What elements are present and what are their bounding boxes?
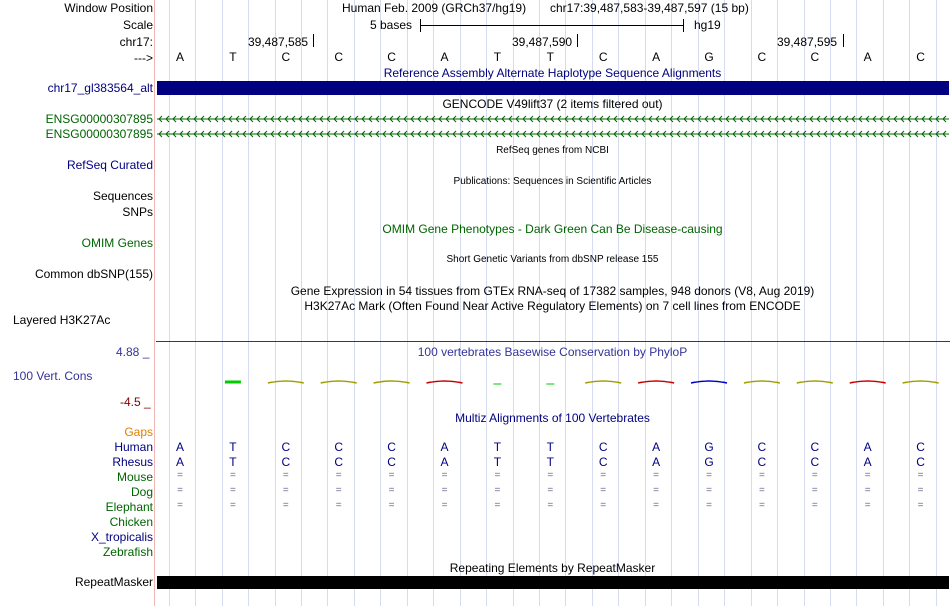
phylop-score-mark — [268, 381, 304, 383]
omim-track-label[interactable]: OMIM Genes — [81, 236, 153, 250]
gencode-item-label[interactable]: ENSG00000307895 — [45, 127, 153, 141]
multiz-species-label[interactable]: X_tropicalis — [90, 530, 153, 544]
multiz-alignment-base: = — [282, 470, 289, 481]
gtex-track-title[interactable]: Gene Expression in 54 tissues from GTEx RNA-seq of 17382 samples, 948 donors (V8, Aug 2019) — [290, 284, 815, 298]
multiz-alignment-base: = — [282, 485, 289, 496]
multiz-alignment-base: C — [387, 440, 396, 454]
snps-track-label[interactable]: SNPs — [122, 205, 153, 219]
multiz-alignment-base: = — [600, 470, 607, 481]
multiz-alignment-base: = — [388, 470, 395, 481]
ruler-base: A — [863, 50, 872, 64]
multiz-alignment-base: G — [704, 440, 714, 454]
multiz-alignment-base: A — [440, 440, 449, 454]
multiz-alignment-base: = — [229, 500, 236, 511]
multiz-alignment-base: C — [757, 440, 767, 454]
ruler-base: A — [440, 50, 449, 64]
multiz-alignment-base: = — [229, 470, 236, 481]
multiz-alignment-base: = — [600, 500, 607, 511]
multiz-alignment-base: C — [916, 440, 925, 454]
multiz-alignment-base: = — [758, 500, 765, 511]
scale-text: 5 bases — [370, 18, 413, 32]
multiz-alignment-base: C — [810, 455, 820, 469]
alt-haplotype-track-label[interactable]: chr17_gl383564_alt — [47, 81, 153, 95]
coord-tick — [843, 34, 844, 47]
scale-bar-right-tick — [683, 19, 684, 32]
multiz-alignment-base: = — [494, 500, 501, 511]
multiz-alignment-base: C — [281, 440, 291, 454]
phylop-ymax-label: 4.88 _ — [116, 345, 150, 359]
multiz-alignment-base: = — [441, 485, 448, 496]
ruler-base: T — [546, 50, 554, 64]
multiz-alignment-base: = — [864, 485, 871, 496]
multiz-alignment-base: = — [706, 470, 712, 481]
multiz-alignment-base: = — [282, 500, 289, 511]
multiz-alignment-base: = — [811, 485, 818, 496]
multiz-species-label[interactable]: Chicken — [109, 515, 153, 529]
multiz-alignment-base: = — [547, 470, 554, 481]
gencode-gene-features[interactable] — [157, 112, 949, 142]
dbsnp-track-title[interactable]: Short Genetic Variants from dbSNP release 155 — [446, 254, 659, 265]
multiz-alignment-base: = — [653, 485, 660, 496]
alt-haplotype-track-title[interactable]: Reference Assembly Alternate Haplotype Sequence Alignments — [383, 66, 722, 80]
ruler-base: C — [757, 50, 767, 64]
multiz-alignment-base: T — [229, 440, 237, 454]
multiz-alignment-base: A — [863, 455, 872, 469]
phylop-score-mark — [321, 381, 357, 383]
multiz-species-label[interactable]: Dog — [130, 485, 153, 499]
multiz-alignment-base: = — [758, 485, 765, 496]
multiz-alignment-base: = — [864, 500, 871, 511]
multiz-species-label[interactable]: Elephant — [105, 500, 153, 514]
multiz-alignment-base: A — [440, 455, 449, 469]
multiz-alignment-base: A — [652, 455, 661, 469]
scale-bar — [420, 25, 684, 26]
multiz-alignment-base: A — [175, 440, 184, 454]
multiz-alignment-base: T — [493, 440, 502, 454]
multiz-alignment-base: = — [864, 470, 871, 481]
phylop-score-mark — [374, 381, 410, 383]
coord-tick — [577, 34, 578, 47]
multiz-alignment-base: = — [177, 500, 183, 511]
multiz-track-title[interactable]: Multiz Alignments of 100 Vertebrates — [455, 411, 650, 425]
ruler-base: C — [810, 50, 820, 64]
coord-label: 39,487,585 — [248, 35, 309, 49]
multiz-alignment-base: = — [494, 470, 501, 481]
h3k27ac-track-label[interactable]: Layered H3K27Ac — [13, 313, 111, 327]
phylop-score-mark — [427, 381, 463, 383]
strand-arrow-label: ---> — [134, 51, 153, 65]
multiz-gaps-label[interactable]: Gaps — [124, 425, 153, 439]
multiz-alignment-base: = — [653, 470, 660, 481]
refseq-track-label[interactable]: RefSeq Curated — [66, 158, 153, 172]
phylop-score-mark — [638, 381, 674, 383]
multiz-alignment-base: = — [388, 485, 395, 496]
multiz-alignment-base: A — [175, 455, 184, 469]
gencode-item-label[interactable]: ENSG00000307895 — [45, 112, 153, 126]
multiz-alignment-base: = — [177, 485, 183, 496]
phylop-score-mark — [797, 381, 833, 383]
multiz-alignment-base: = — [547, 500, 554, 511]
phylop-track-title[interactable]: 100 vertebrates Basewise Conservation by PhyloP — [417, 345, 688, 359]
multiz-alignment-base: C — [757, 455, 767, 469]
multiz-alignment-base: = — [441, 470, 448, 481]
publications-track-title[interactable]: Publications: Sequences in Scientific Articles — [453, 176, 652, 187]
multiz-alignment-base: A — [652, 440, 661, 454]
phylop-ymin-label: -4.5 _ — [120, 395, 151, 409]
multiz-alignment-base: T — [546, 455, 554, 469]
coord-label: 39,487,595 — [777, 35, 838, 49]
multiz-alignment-base: = — [335, 500, 342, 511]
multiz-species-label[interactable]: Human — [114, 440, 153, 454]
multiz-alignment-base: = — [917, 485, 924, 496]
multiz-alignment-base: = — [811, 500, 818, 511]
multiz-alignment-base: = — [388, 500, 395, 511]
multiz-alignment-base: T — [229, 455, 237, 469]
coord-tick — [313, 34, 314, 47]
chrom-label: chr17: — [119, 35, 153, 49]
ruler-base: A — [175, 50, 184, 64]
multiz-alignment-base: = — [811, 470, 818, 481]
phylop-score-mark — [585, 381, 621, 383]
omim-track-title[interactable]: OMIM Gene Phenotypes - Dark Green Can Be Disease-causing — [382, 222, 723, 236]
window-position-label: Window Position — [64, 1, 153, 15]
multiz-species-label[interactable]: Mouse — [116, 470, 153, 484]
phylop-score-mark — [850, 381, 886, 383]
publications-track-label[interactable]: Sequences — [92, 189, 153, 203]
ruler-base: C — [334, 50, 344, 64]
scale-bar-left-tick — [420, 19, 421, 32]
ruler-base: G — [704, 50, 714, 64]
multiz-alignment-base: C — [387, 455, 396, 469]
multiz-alignment-base: = — [335, 485, 342, 496]
multiz-alignment-base: A — [863, 440, 872, 454]
multiz-alignment-base: T — [493, 455, 502, 469]
multiz-alignment-base: = — [335, 470, 342, 481]
multiz-alignment-base: = — [917, 500, 924, 511]
alt-haplotype-bar[interactable] — [157, 81, 949, 95]
multiz-alignment-base: = — [653, 500, 660, 511]
multiz-alignment-base: = — [917, 470, 924, 481]
multiz-alignment-base: C — [334, 440, 344, 454]
multiz-alignment-base: C — [916, 455, 925, 469]
multiz-alignment-base: C — [810, 440, 820, 454]
multiz-alignment-base: T — [546, 440, 554, 454]
multiz-alignment-base: = — [758, 470, 765, 481]
ruler-base: A — [652, 50, 661, 64]
multiz-alignment-base: G — [704, 455, 714, 469]
phylop-score-mark — [744, 381, 780, 383]
dbsnp-track-label[interactable]: Common dbSNP(155) — [34, 267, 153, 281]
multiz-alignment-base: = — [494, 485, 501, 496]
multiz-alignment-base: = — [229, 485, 236, 496]
ruler-base: C — [387, 50, 396, 64]
position-text: chr17:39,487,583-39,487,597 (15 bp) — [550, 1, 749, 15]
h3k27ac-baseline — [156, 341, 950, 342]
coord-label: 39,487,590 — [512, 35, 573, 49]
assembly-title: Human Feb. 2009 (GRCh37/hg19) — [342, 1, 527, 15]
scale-label: Scale — [122, 18, 153, 32]
ruler-base: C — [598, 50, 608, 64]
multiz-alignment-base: C — [281, 455, 291, 469]
multiz-alignment-base: = — [441, 500, 448, 511]
phylop-score-mark — [691, 381, 727, 383]
repeatmasker-track-title[interactable]: Repeating Elements by RepeatMasker — [449, 561, 656, 575]
ruler-base: C — [916, 50, 925, 64]
phylop-track-label[interactable]: 100 Vert. Cons — [13, 369, 93, 383]
multiz-species-label[interactable]: Rhesus — [112, 455, 153, 469]
phylop-conservation-graph[interactable] — [157, 372, 949, 392]
multiz-alignment-base: = — [547, 485, 554, 496]
multiz-alignment-base: C — [598, 455, 608, 469]
db-text: hg19 — [694, 18, 721, 32]
phylop-score-mark — [903, 381, 939, 383]
repeatmasker-bar[interactable] — [157, 576, 949, 589]
ruler-base: T — [493, 50, 502, 64]
repeatmasker-track-label[interactable]: RepeatMasker — [74, 575, 153, 589]
multiz-species-label[interactable]: Zebrafish — [102, 545, 153, 559]
h3k27ac-track-title[interactable]: H3K27Ac Mark (Often Found Near Active Regulatory Elements) on 7 cell lines from ENCODE — [304, 299, 801, 313]
multiz-alignment-base: C — [598, 440, 608, 454]
multiz-alignment-base: = — [600, 485, 607, 496]
multiz-alignment-base: C — [334, 455, 344, 469]
multiz-alignment-base: = — [706, 500, 712, 511]
gencode-track-title[interactable]: GENCODE V49lift37 (2 items filtered out) — [442, 97, 663, 111]
multiz-alignment-base: = — [177, 470, 183, 481]
multiz-alignment-base: = — [706, 485, 712, 496]
ruler-base: C — [281, 50, 291, 64]
ruler-base: T — [229, 50, 237, 64]
refseq-track-title[interactable]: RefSeq genes from NCBI — [496, 145, 609, 156]
